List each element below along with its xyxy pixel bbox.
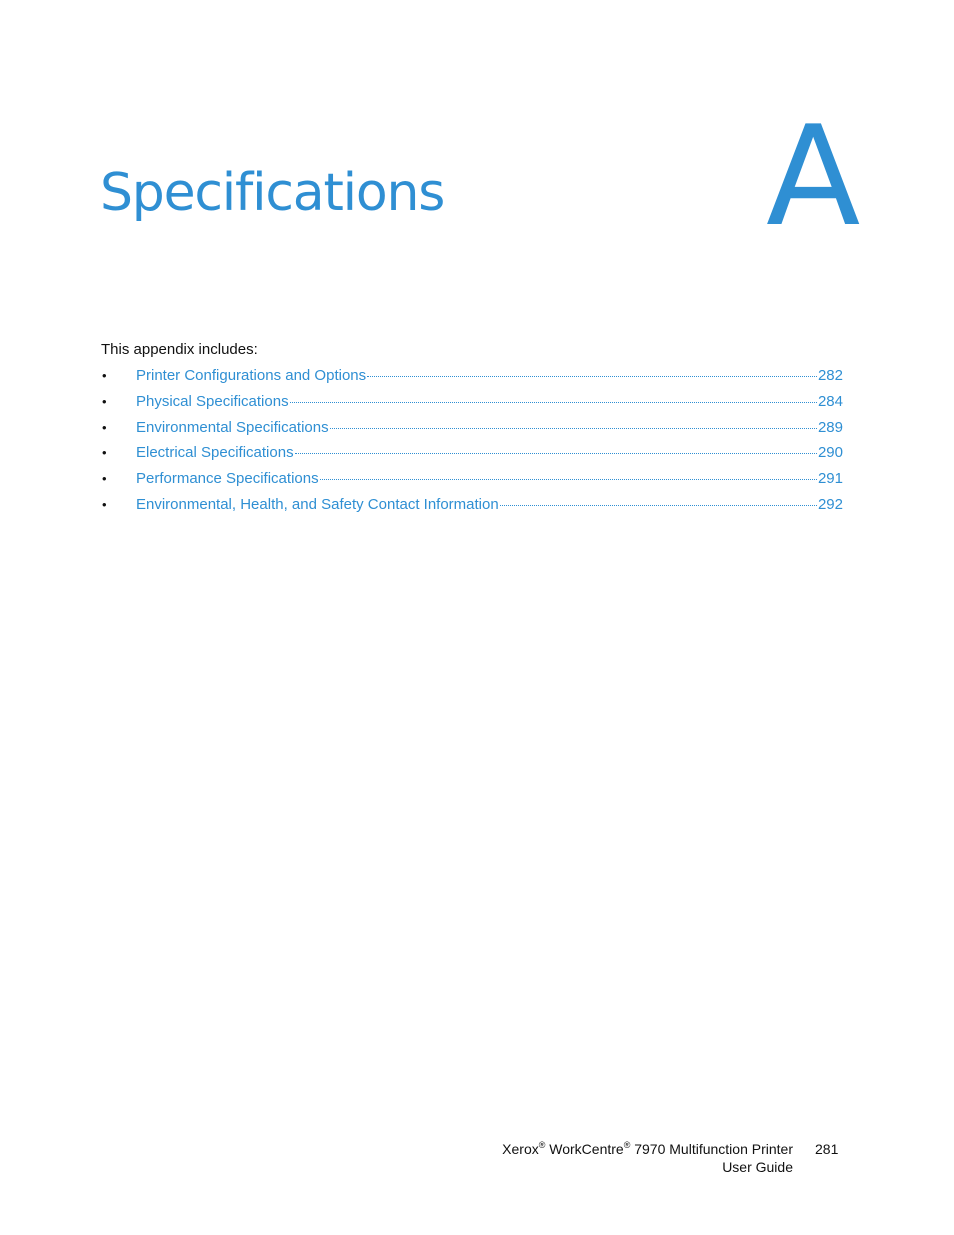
registered-mark: ®	[623, 1140, 631, 1150]
toc-link-printer-configurations[interactable]	[136, 363, 843, 389]
table-of-contents	[101, 363, 843, 518]
dot-leader	[320, 479, 817, 480]
bullet-icon: •	[102, 393, 107, 409]
bullet-icon: •	[102, 496, 107, 512]
toc-label: Physical Specifications	[136, 392, 289, 410]
toc-page-number: 290	[817, 444, 843, 462]
dot-leader	[295, 453, 817, 454]
dot-leader	[500, 505, 817, 506]
toc-label: Environmental, Health, and Safety Contact Information	[136, 495, 499, 513]
dot-leader	[330, 428, 817, 429]
toc-item-performance-specifications	[101, 466, 843, 492]
footer-product-name: WorkCentre	[549, 1141, 624, 1157]
toc-item-electrical-specifications	[101, 440, 843, 466]
toc-label: Environmental Specifications	[136, 418, 329, 436]
toc-link-electrical-specifications[interactable]	[136, 440, 843, 466]
page-number: 281	[815, 1141, 839, 1157]
footer-doc-type: User Guide	[722, 1159, 793, 1175]
toc-link-physical-specifications[interactable]	[136, 389, 843, 415]
toc-page-number: 291	[817, 470, 843, 488]
intro-text: This appendix includes:	[101, 341, 258, 358]
toc-item-ehs-contact-information	[101, 492, 843, 518]
bullet-icon: •	[102, 445, 107, 461]
toc-label: Performance Specifications	[136, 470, 319, 488]
toc-item-physical-specifications	[101, 389, 843, 415]
toc-label: Electrical Specifications	[136, 444, 294, 462]
toc-page-number: 284	[817, 392, 843, 410]
toc-link-ehs-contact-information[interactable]	[136, 492, 843, 518]
bullet-icon: •	[102, 419, 107, 435]
toc-page-number: 292	[817, 495, 843, 513]
toc-page-number: 282	[817, 367, 843, 384]
page-footer	[502, 1140, 793, 1176]
registered-mark: ®	[538, 1140, 546, 1150]
bullet-icon: •	[102, 471, 107, 487]
toc-item-printer-configurations	[101, 363, 843, 389]
toc-link-environmental-specifications[interactable]	[136, 415, 843, 441]
footer-model: 7970 Multifunction Printer	[634, 1141, 793, 1157]
toc-label: Printer Configurations and Options	[136, 367, 367, 384]
footer-product-line	[502, 1140, 793, 1158]
toc-page-number: 289	[817, 418, 843, 436]
dot-leader	[290, 402, 817, 403]
toc-item-environmental-specifications	[101, 415, 843, 441]
toc-link-performance-specifications[interactable]	[136, 466, 843, 492]
appendix-letter: A	[766, 96, 861, 257]
footer-brand: Xerox	[502, 1141, 539, 1157]
chapter-title: Specifications	[100, 163, 445, 223]
bullet-icon: •	[102, 368, 107, 383]
dot-leader	[367, 376, 817, 377]
